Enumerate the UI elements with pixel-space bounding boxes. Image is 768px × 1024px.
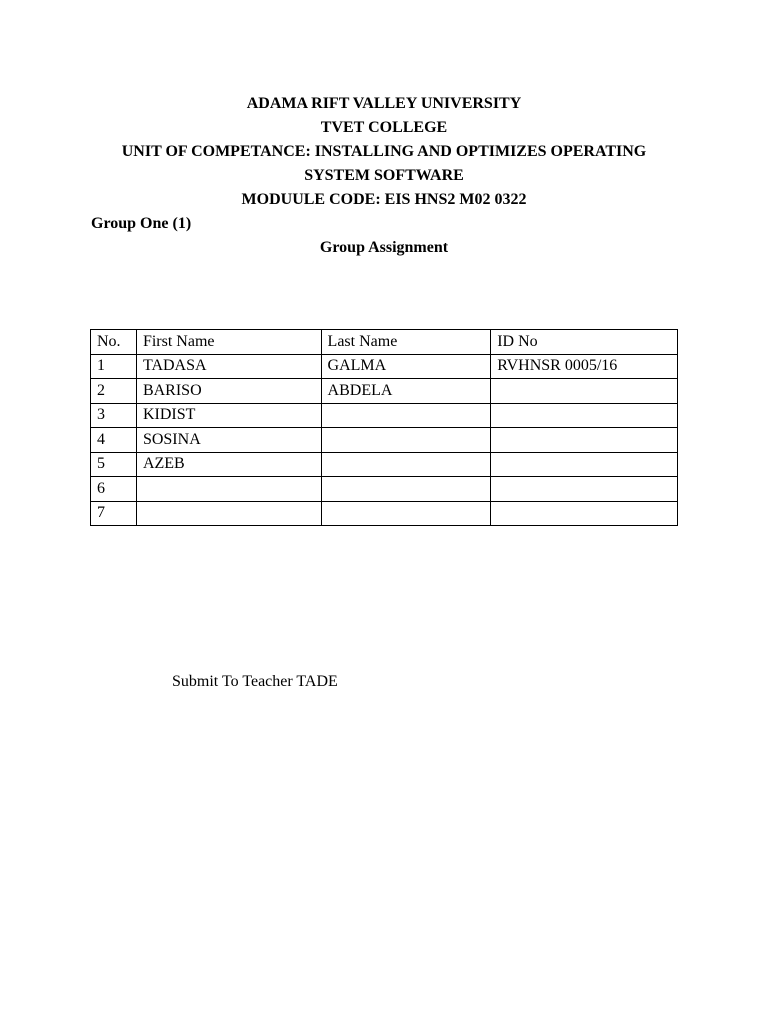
group-label: Group One (1) <box>91 215 192 232</box>
table-row <box>91 428 678 453</box>
cell-no: 1 <box>91 354 137 379</box>
cell-no: 3 <box>91 403 137 428</box>
cell-last-name <box>321 452 491 477</box>
cell-no: 5 <box>91 452 137 477</box>
cell-last-name <box>321 477 491 502</box>
cell-last-name <box>321 428 491 453</box>
cell-id-no <box>491 501 678 526</box>
table-row <box>91 501 678 526</box>
table-row <box>91 452 678 477</box>
cell-last-name <box>321 403 491 428</box>
cell-last-name <box>321 501 491 526</box>
cell-id-no <box>491 403 678 428</box>
header-cell-last-name: Last Name <box>321 330 491 355</box>
unit-of-competence-line-1: UNIT OF COMPETANCE: INSTALLING AND OPTIMIZES OPERATING <box>121 143 647 160</box>
header-cell-no: No. <box>91 330 137 355</box>
cell-first-name: SOSINA <box>136 428 321 453</box>
assignment-title: Group Assignment <box>319 239 449 256</box>
table-row <box>91 477 678 502</box>
cell-id-no <box>491 428 678 453</box>
table-row <box>91 354 678 379</box>
university-name: ADAMA RIFT VALLEY UNIVERSITY <box>246 95 522 112</box>
cell-id-no <box>491 452 678 477</box>
cell-first-name <box>136 501 321 526</box>
cell-no: 2 <box>91 379 137 404</box>
cell-first-name: TADASA <box>136 354 321 379</box>
table-header-row <box>91 330 678 355</box>
table-row <box>91 403 678 428</box>
document-heading <box>84 92 684 212</box>
unit-of-competence-line-2: SYSTEM SOFTWARE <box>304 167 464 184</box>
header-cell-first-name: First Name <box>136 330 321 355</box>
cell-first-name: BARISO <box>136 379 321 404</box>
members-table <box>90 329 678 526</box>
cell-id-no <box>491 379 678 404</box>
cell-no: 4 <box>91 428 137 453</box>
cell-last-name: ABDELA <box>321 379 491 404</box>
cell-no: 7 <box>91 501 137 526</box>
table-row <box>91 379 678 404</box>
college-name: TVET COLLEGE <box>320 119 448 136</box>
cell-first-name: KIDIST <box>136 403 321 428</box>
cell-first-name <box>136 477 321 502</box>
header-cell-id-no: ID No <box>491 330 678 355</box>
submit-to-teacher: Submit To Teacher TADE <box>172 673 338 690</box>
cell-no: 6 <box>91 477 137 502</box>
cell-first-name: AZEB <box>136 452 321 477</box>
cell-id-no: RVHNSR 0005/16 <box>491 354 678 379</box>
module-code: MODUULE CODE: EIS HNS2 M02 0322 <box>241 191 527 208</box>
cell-last-name: GALMA <box>321 354 491 379</box>
cell-id-no <box>491 477 678 502</box>
